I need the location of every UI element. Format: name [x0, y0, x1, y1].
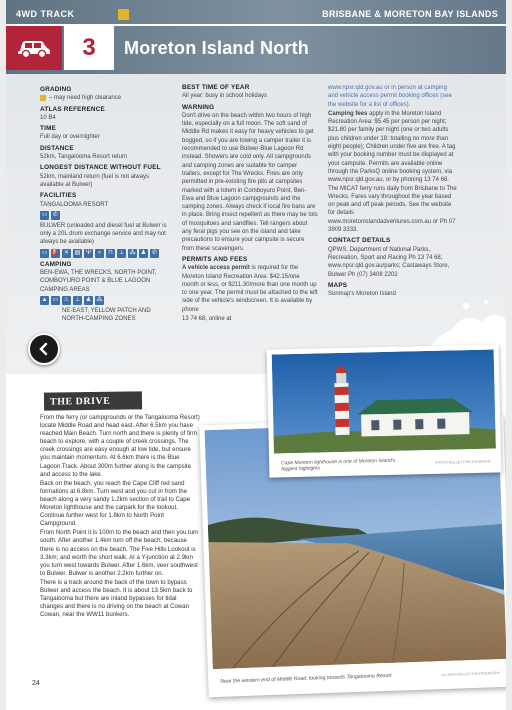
tent-icon: ▲ [41, 296, 48, 303]
region-label: BRISBANE & MORETON BAY ISLANDS [322, 9, 498, 19]
fire-icon: ♨ [63, 296, 70, 303]
facilities-note: BULWER (unleaded and diesel fuel at Bulwer is only a 20L drum exchange service and may not always be available) [40, 222, 167, 246]
drive-paragraph: There is a track around the back of the town to bypass Bulwer and access the beach. It is about 13.5km back to Tangalooma but there are inland bypasses for tidal changes and there is no driving on the beach at Cowan Cowan, near the WW11 bunkers. [40, 578, 193, 619]
caravan-icon: ▭ [52, 296, 59, 303]
car-icon [6, 26, 62, 70]
camping-heading: CAMPING [40, 260, 72, 268]
food-icon: Ψ [85, 249, 91, 256]
facilities-value: TANGALOOMA RESORT [40, 201, 109, 208]
fuel-distance-value: 52km, mainland return (fuel is not always available at Bulwer) [40, 173, 150, 188]
drive-text [40, 414, 200, 620]
info-column-1 [40, 86, 168, 325]
time-value: Full day or overnighter [40, 134, 100, 141]
drive-paragraph: From the ferry (or campgrounds or the Tangalooma Resort) locate Middle Road and head east. After 6.5km you have reached Main Beach. Turn north and there is plenty of firm beach to explore, with a couple of creek crossings. The creek crossings are easy enough at low tide, but ensure you maintain momentum. At 6.6km there is the Blue Lagoon Track. About 300m further along is the campsite and access to the lake. [40, 414, 200, 478]
camping-icons [40, 296, 168, 305]
lighthouse-photo-credit: PHOTO KELLEY PHOTOGRAPHY [435, 459, 492, 465]
back-button[interactable] [28, 333, 60, 365]
camping-areas: BEN-EWA, THE WRECKS, NORTH POINT, COMBOYURO POINT & BLUE LAGOON CAMPING AREAS [40, 270, 157, 293]
shower-icon: ⁂ [96, 296, 103, 303]
beach-photo-credit: ALLISON KELLEY PHOTOGRAPHY [441, 671, 501, 678]
distance-heading: DISTANCE [40, 144, 74, 152]
bulwer-facility-icons [40, 249, 168, 258]
bed-icon: ▭ [41, 249, 48, 256]
beach-photo-caption: Near the western end of Middle Road, looking towards Tangalooma Resort [220, 672, 392, 685]
grading-value: – may need high clearance [49, 95, 122, 102]
contact-details: QPWS, Department of National Parks, Recreation, Sport and Racing Ph 13 74 68, www.npsr.qld.gov.au/parks; Castaways Store, Bulwer Ph (07) 3408 2202 [328, 246, 450, 278]
maps-value: Sunmap's Moreton Island [328, 291, 396, 298]
section-label: 4WD TRACK [16, 9, 75, 19]
toilet-icon: ♟ [140, 249, 147, 256]
camping-zones: NE-EAST, YELLOW PATCH AND NORTH-CAMPING ZONES [62, 307, 151, 323]
best-time-value: All year: busy in school holidays [182, 93, 268, 100]
toilet-icon: ♟ [85, 296, 92, 303]
drive-paragraph: From North Point it is 100m to the beach and then you turn south. After another 1.4km turn off the beach, because there is no access on the beach. The Five Hills Lookout is 3.3km; and worth the short walk. At a Y-junction at 2.9km you turn west towards Bulwer. After 1.6km, veer southwest to Bulwer. Bulwer is another 2.2km further on. [40, 529, 199, 577]
contact-heading: CONTACT DETAILS [328, 237, 391, 245]
drive-paragraph: Back on the beach, you reach the Cape Cliff red sand formations at 6.8km. Turn west and you cut in from the beach along a very sandy 1.2km section of trail to Cape Moreton lighthouse and the carpark for the lookout. Continue further west for 1.8km to North Point Campground. [40, 479, 191, 528]
guidebook-page [6, 0, 506, 710]
fuel-icon: ⛽ [51, 249, 60, 256]
shower-icon: ⁂ [129, 249, 136, 256]
drink-icon: ▿ [95, 249, 104, 258]
permit-website-text[interactable]: www.npsr.qld.gov.au or in person at camping and vehicle access permit booking offices (see the website for a list of offices). [328, 85, 452, 108]
grading-square-icon [40, 95, 46, 101]
grading-heading: GRADING [40, 86, 72, 93]
camping-fees-text [328, 110, 458, 234]
bed-icon: ▭ [41, 211, 48, 218]
permit-detail: is required for the Moreton Island Recreation Area: $42.15/one month or less, or $211.30/more than one month up to one year. The permit must be attached to the left side of the vehicle's windscreen. It is available by phone [182, 265, 318, 313]
permits-text [182, 264, 318, 314]
fuel-distance-heading: LONGEST DISTANCE WITHOUT FUEL [40, 164, 161, 172]
time-heading: TIME [40, 125, 57, 133]
permit-phone: 13 74 68, online at [182, 316, 232, 323]
permit-emphasis: A vehicle access permit [182, 265, 250, 272]
drive-heading: THE DRIVE [44, 391, 142, 410]
phone-icon: ✆ [52, 211, 59, 218]
tap-icon: ⊥ [118, 249, 125, 256]
lighthouse-image [272, 349, 496, 453]
distance-value: 52km, Tangalooma Resort return [40, 154, 128, 161]
lighthouse-photo-caption: Cape Moreton lighthouse is one of Moreton Island's biggest highlights [281, 457, 396, 473]
best-time-heading: BEST TIME OF YEAR [182, 84, 250, 91]
fees-detail: apply in the Moreton Island Recreation Area: $5.45 per person per night; $21.80 per family per night (one or two adults plus children under 18: totalling no more than eight people); Children under five are free. A tag with your booking number must be displayed at your campsite. Permits are available online through the ParksQ online booking system, via www.npsr.qld.gov.au, or by phoning 13 74 68. The MICAT ferry runs daily from Brisbane to The Wrecks. Fares vary throughout the year based on peak and off peak periods. See the website for details www.moretonislandadventures.com.au or Ph 07 3909 3333. [328, 110, 457, 234]
fees-emphasis: Camping fees [328, 110, 368, 117]
lighthouse-photo [267, 344, 502, 477]
permits-heading: PERMITS AND FEES [182, 255, 248, 263]
atlas-heading: ATLAS REFERENCE [40, 105, 106, 113]
page-title: Moreton Island North [124, 38, 309, 58]
tap-icon: ⊥ [74, 296, 81, 303]
facility-icons [40, 211, 168, 220]
difficulty-marker-icon [118, 9, 129, 20]
info-column-2 [182, 84, 318, 324]
track-number: 3 [64, 26, 114, 70]
warning-text: Don't drive on the beach within two hours of high tide, especially on a full moon. The soft sand of Middle Rd makes it easy for heavy vehicles to get bogged, so if you are towing a camper trailer it is recommended to use Bulwer-Blue Lagoon Rd instead. Showers are cold only. All campgrounds and camping zones are suitable for camper trailers, except for The Wrecks. Fires are only permitted in pre-existing fire pits at campsites marked with a totem in Comboyuro Point, Ben-Ewa and Blue Lagoon campgrounds and the camping zones. Always check if local fire bans are in place. Bring insect repellent as there may be lots of mosquitoes and sandflies. Tell rangers about any feral pigs you see on the island and take precautions to ensure your campsite is secure from these scavengers. [182, 112, 318, 252]
facilities-heading: FACILITIES [40, 192, 77, 200]
picnic-icon: ⊓ [106, 249, 115, 258]
page-number: 24 [32, 680, 40, 687]
tools-icon: ✕ [63, 249, 70, 256]
info-column-3 [328, 84, 458, 299]
header-band [6, 0, 506, 74]
maps-heading: MAPS [328, 281, 348, 289]
chevron-left-icon [37, 342, 51, 356]
phone-icon: ✆ [151, 249, 158, 256]
trolley-icon: ▤ [74, 249, 81, 256]
atlas-value: 10 B4 [40, 114, 56, 121]
warning-heading: WARNING [182, 103, 215, 111]
